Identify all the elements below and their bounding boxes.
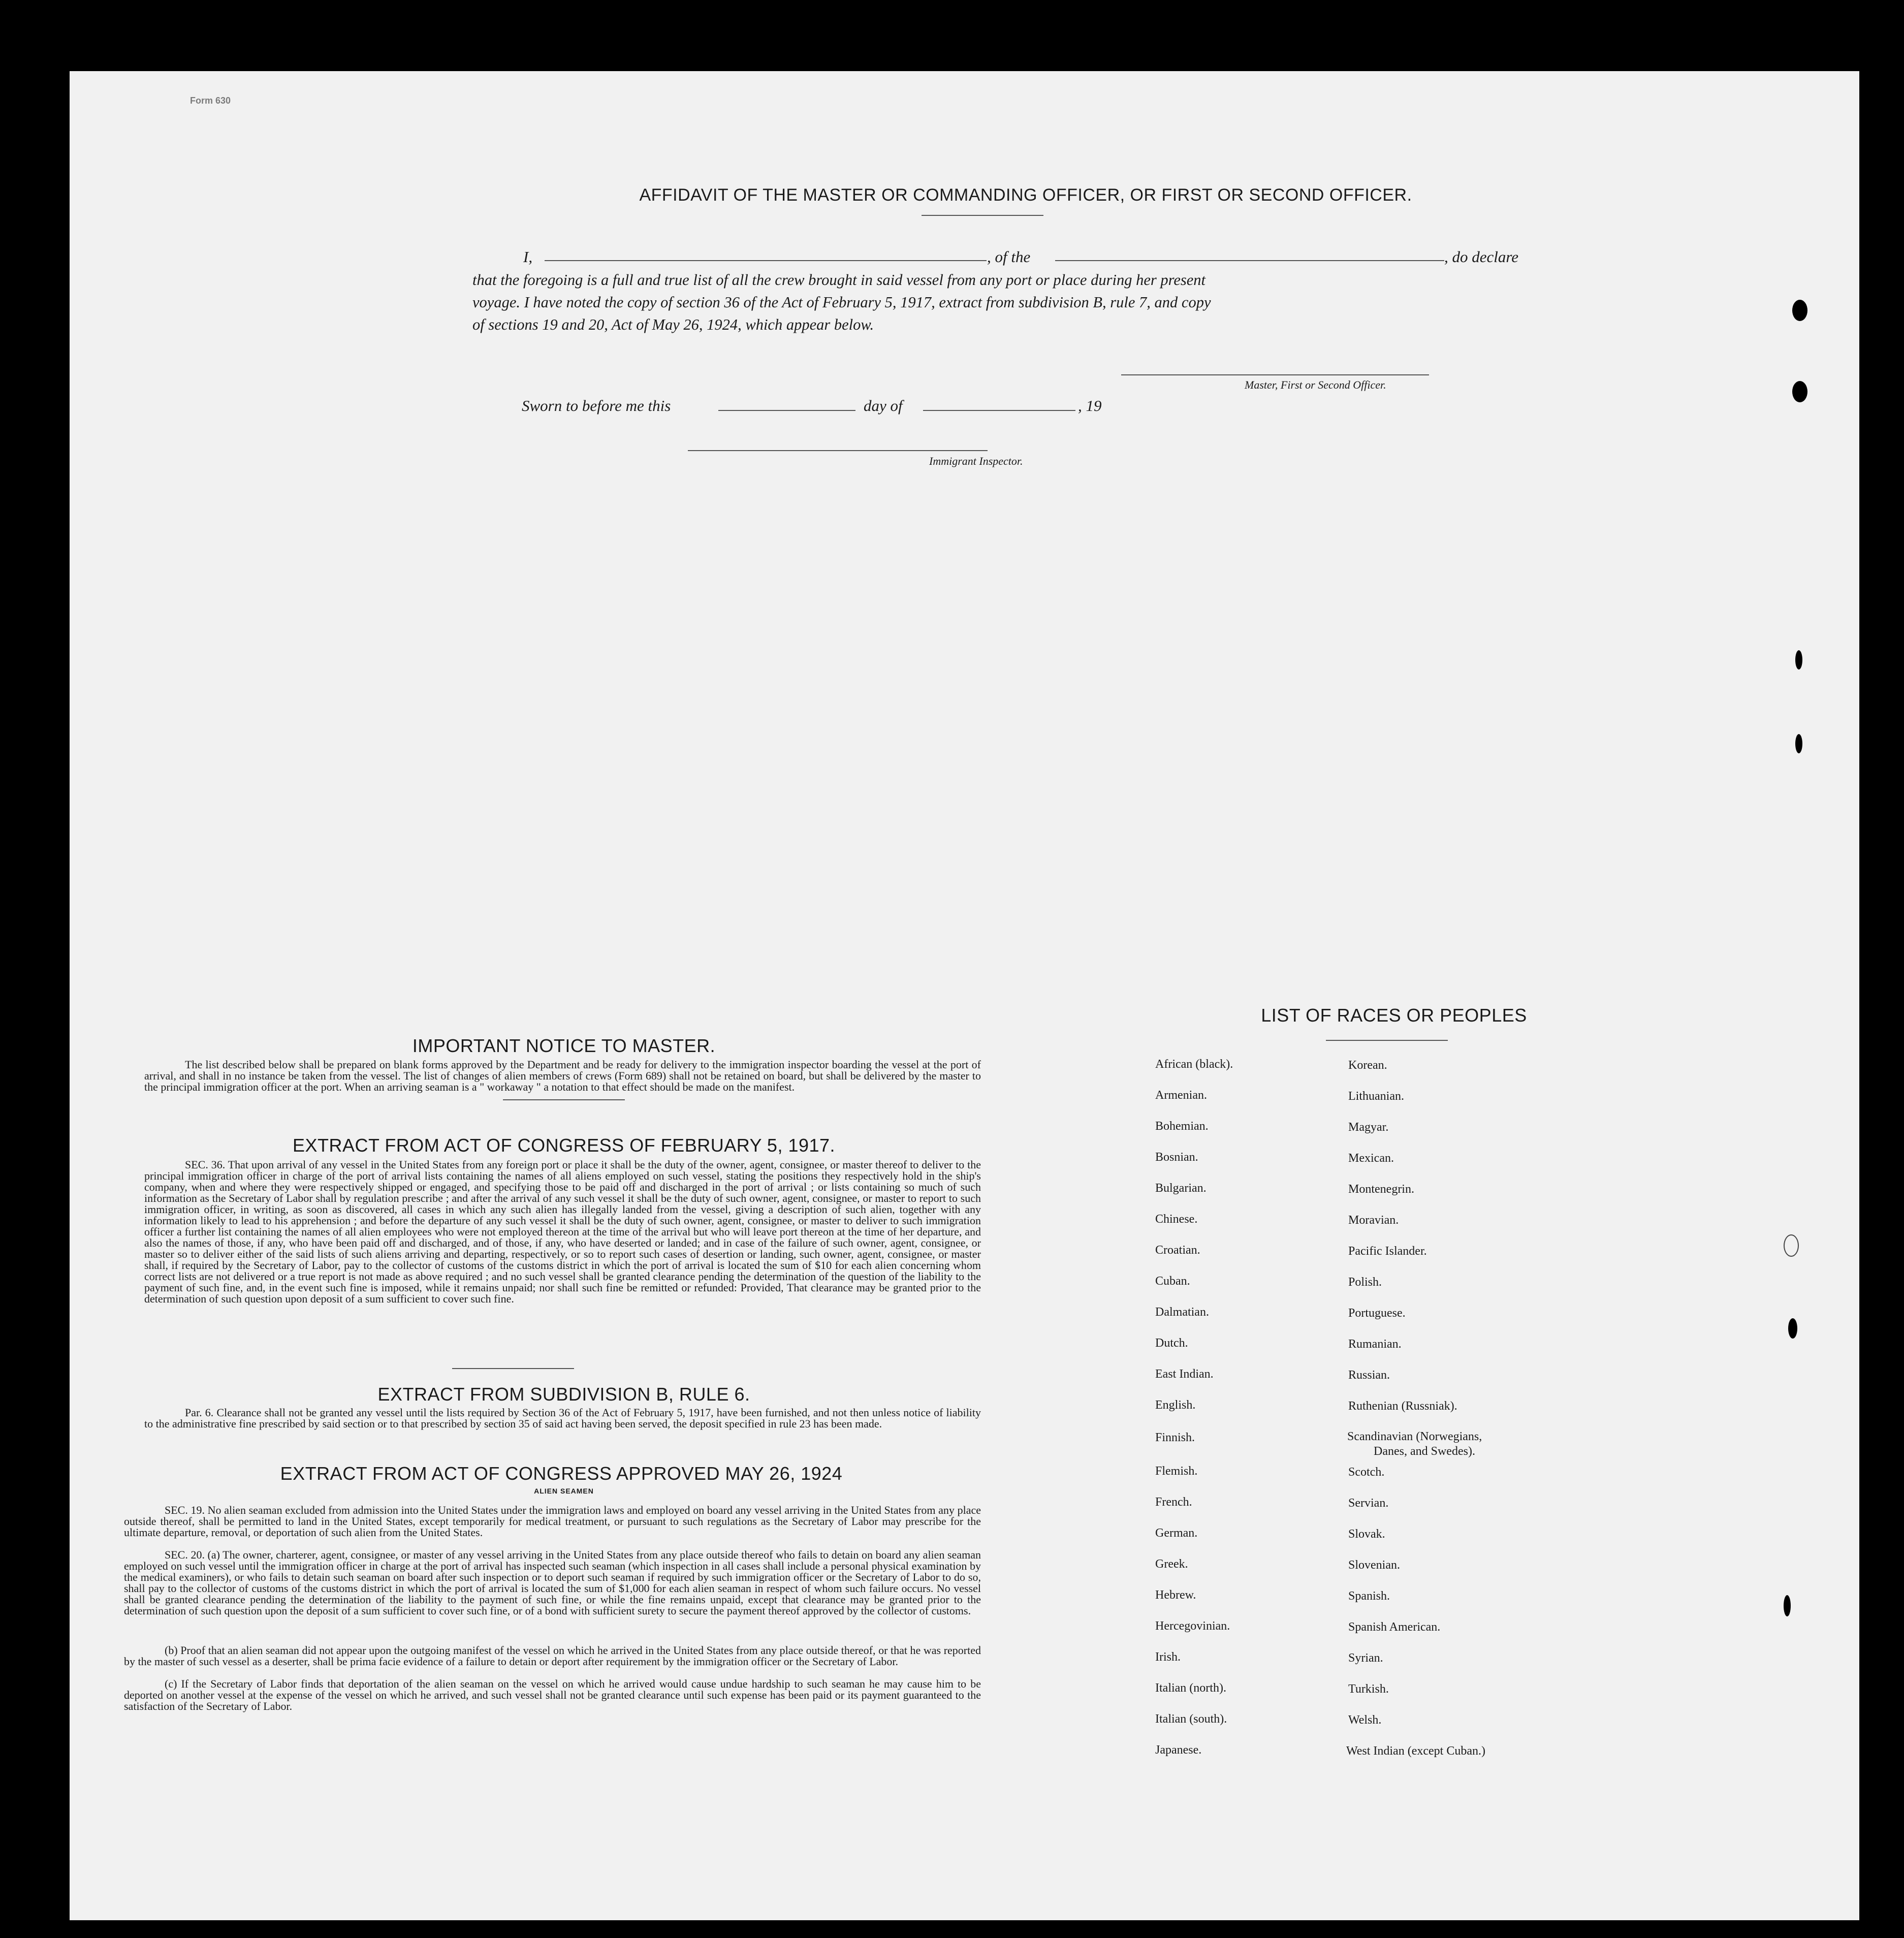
- race-right-3: Magyar.: [1348, 1121, 1389, 1134]
- race-right-9: Portuguese.: [1348, 1307, 1406, 1320]
- affidavit-line-2: that the foregoing is a full and true list of all the crew brought in said vessel from any port or place during her present: [472, 271, 1206, 289]
- extract-1924-subtitle: ALIEN SEAMEN: [534, 1487, 594, 1495]
- race-left-5: Bulgarian.: [1155, 1182, 1207, 1195]
- race-right-18: Spanish.: [1348, 1590, 1390, 1603]
- punch-hole: [1795, 650, 1802, 670]
- vessel-blank: [1055, 260, 1444, 261]
- races-title: LIST OF RACES OR PEOPLES: [1261, 1005, 1527, 1026]
- sworn-month-blank: [923, 410, 1075, 411]
- punch-hole: [1792, 381, 1807, 402]
- section-19-text: SEC. 19. No alien seaman excluded from admission into the United States under the immigration laws and employed on board any vessel arriving in the United States from any place outside thereof, shall be permitted to land in the United States, except temporarily for medical treatment, or pursuant to such regulations as the Secretary of Labor may prescribe for the ultimate departure, removal, or deportation of such alien from the United States.: [124, 1504, 981, 1539]
- race-right-20: Syrian.: [1348, 1651, 1383, 1665]
- extract-1917-title: EXTRACT FROM ACT OF CONGRESS OF FEBRUARY 5, 1917.: [292, 1135, 836, 1156]
- extract-1917-text: SEC. 36. That upon arrival of any vessel in the United States from any foreign port or place it shall be the duty of the owner, agent, consignee, or master thereof to deliver to the principal immigration officer in charge of the port of arrival lists containing the names of all aliens employed on such vessel, stating the positions they respectively hold in the ship's company, when and where they were respectively shipped or engaged, and specifying those to be paid off and discharged in the port of arrival ; or lists containing so much of such information as the Secretary of Labor shall by regulation prescribe ; and after the arrival of any such vessel it shall be the duty of such owner, agent, consignee, or master to report to such immigration officer, in writing, as soon as discovered, all cases in which any such alien has illegally landed from the vessel, giving a description of such alien, together with any information likely to lead to his apprehension ; and before the departure of any such vessel it shall be the duty of such owner, agent, consignee, or master to deliver to such immigration officer a further list containing the names of all alien employees who were not employed thereon at the time of the arrival but who will leave port thereon at the time of her departure, and also the names of those, if any, who have been paid off and discharged, and of those, if any, who have deserted or landed; and in case of the failure of such owner, agent, consignee, or master so to deliver either of the said lists of such aliens arriving and departing, respectively, or so to report such cases of desertion or landing, such owner, agent, consignee, or master shall, if required by the Secretary of Labor, pay to the collector of customs of the customs district in which the port of arrival is located the sum of $10 for each alien concerning whom correct lists are not delivered or a true report is not made as above required ; and no such vessel shall be granted clearance pending the determination of the question of the liability to the payment of such fine, and, in the event such fine is imposed, while it remains unpaid; nor shall such fine be remitted or refunded: Provided, That clearance may be granted prior to the determination of such question upon deposit of a sum sufficient to cover such fine.: [144, 1158, 981, 1305]
- race-left-6: Chinese.: [1155, 1213, 1198, 1226]
- race-right-11: Russian.: [1348, 1369, 1390, 1382]
- document-page: [70, 71, 1859, 1920]
- punch-hole: [1784, 1234, 1799, 1257]
- race-right-14: Scotch.: [1348, 1466, 1385, 1479]
- race-right-22: Welsh.: [1348, 1713, 1382, 1727]
- race-left-8: Cuban.: [1155, 1275, 1190, 1288]
- race-right-12: Ruthenian (Russniak).: [1348, 1400, 1457, 1413]
- punch-hole: [1795, 734, 1802, 753]
- affidavit-pronoun: I,: [523, 248, 533, 266]
- race-left-10: Dutch.: [1155, 1337, 1188, 1350]
- race-right-23: West Indian (except Cuban.): [1346, 1744, 1485, 1758]
- race-left-15: French.: [1155, 1496, 1192, 1509]
- race-left-2: Armenian.: [1155, 1089, 1207, 1102]
- race-left-3: Bohemian.: [1155, 1120, 1209, 1133]
- race-right-13-cont: Danes, and Swedes).: [1374, 1445, 1475, 1458]
- inspector-signature-line: [688, 450, 988, 451]
- race-left-17: Greek.: [1155, 1558, 1188, 1571]
- section-20a-text: SEC. 20. (a) The owner, charterer, agent, consignee, or master of any vessel arriving in the United States from any place outside thereof who fails to detain on board any alien seaman employed on such vessel until the immigration officer in charge at the port of arrival has inspected such seaman (which inspection in all cases shall include a personal physical examination by the medical examiners), or who fails to detain such seaman on board after such inspection or to deport such seaman if required by such immigration officer or the Secretary of Labor to do so, shall pay to the collector of customs of the customs district in which the port of arrival is located the sum of $1,000 for each alien seaman in respect of whom such failure occurs. No vessel shall be granted clearance pending the determination of the liability to the payment of such fine, or while the fine remains unpaid, except that clearance may be granted prior to the determination of such question upon the deposit of a sum sufficient to cover such fine, or of a bond with sufficient surety to secure the payment thereof approved by the collector of customs.: [124, 1548, 981, 1617]
- extract-1917-rule: [452, 1368, 574, 1369]
- race-left-1: African (black).: [1155, 1058, 1233, 1071]
- race-right-5: Montenegrin.: [1348, 1183, 1414, 1196]
- race-left-23: Japanese.: [1155, 1743, 1202, 1757]
- notice-title: IMPORTANT NOTICE TO MASTER.: [412, 1035, 716, 1056]
- affidavit-of-the: , of the: [987, 248, 1031, 266]
- race-right-2: Lithuanian.: [1348, 1090, 1404, 1103]
- punch-hole: [1788, 1318, 1797, 1339]
- race-left-13: Finnish.: [1155, 1431, 1195, 1444]
- year-text: , 19: [1078, 397, 1102, 415]
- affidavit-title: AFFIDAVIT OF THE MASTER OR COMMANDING OFFICER, OR FIRST OR SECOND OFFICER.: [639, 185, 1412, 205]
- day-of-text: day of: [864, 397, 903, 415]
- notice-text: The list described below shall be prepared on blank forms approved by the Department and be ready for delivery to the immigration inspector boarding the vessel at the port of arrival, and shall in no instance be taken from the vessel. The list of changes of alien members of crews (Form 689) shall not be retained on board, but shall be delivered by the master to the principal immigration officer at the port. When an arriving seaman is a " workaway " a notation to that effect should be made on the manifest.: [144, 1058, 981, 1093]
- race-left-12: English.: [1155, 1399, 1196, 1412]
- races-rule: [1326, 1040, 1448, 1041]
- race-left-11: East Indian.: [1155, 1368, 1214, 1381]
- extract-1924-title: EXTRACT FROM ACT OF CONGRESS APPROVED MAY 26, 1924: [280, 1463, 843, 1484]
- punch-hole: [1784, 1595, 1791, 1616]
- sworn-day-blank: [718, 410, 855, 411]
- affidavit-line-3: voyage. I have noted the copy of section 36 of the Act of February 5, 1917, extract from subdivision B, rule 7, and copy: [472, 294, 1211, 311]
- race-left-21: Italian (north).: [1155, 1681, 1226, 1695]
- rule-6-title: EXTRACT FROM SUBDIVISION B, RULE 6.: [377, 1384, 750, 1405]
- affidavit-line-4: of sections 19 and 20, Act of May 26, 1924, which appear below.: [472, 316, 874, 333]
- affidavit-do-declare: , do declare: [1444, 248, 1519, 266]
- punch-hole: [1792, 300, 1807, 321]
- inspector-label: Immigrant Inspector.: [929, 455, 1023, 467]
- race-left-4: Bosnian.: [1155, 1151, 1198, 1164]
- race-right-7: Pacific Islander.: [1348, 1245, 1427, 1258]
- master-signature-line: [1121, 374, 1429, 375]
- race-right-15: Servian.: [1348, 1497, 1389, 1510]
- race-right-10: Rumanian.: [1348, 1338, 1402, 1351]
- race-left-9: Dalmatian.: [1155, 1306, 1209, 1319]
- master-label: Master, First or Second Officer.: [1245, 378, 1386, 391]
- race-right-1: Korean.: [1348, 1059, 1387, 1072]
- race-right-17: Slovenian.: [1348, 1559, 1400, 1572]
- race-right-21: Turkish.: [1348, 1682, 1389, 1696]
- race-right-8: Polish.: [1348, 1276, 1382, 1289]
- race-left-18: Hebrew.: [1155, 1588, 1196, 1602]
- race-left-16: German.: [1155, 1527, 1198, 1540]
- race-right-13: Scandinavian (Norwegians,: [1347, 1430, 1482, 1443]
- race-left-20: Irish.: [1155, 1650, 1181, 1664]
- race-left-19: Hercegovinian.: [1155, 1619, 1230, 1633]
- notice-rule: [503, 1099, 625, 1100]
- race-left-22: Italian (south).: [1155, 1712, 1227, 1726]
- race-right-4: Mexican.: [1348, 1152, 1394, 1165]
- race-right-19: Spanish American.: [1348, 1621, 1441, 1634]
- section-20c-text: (c) If the Secretary of Labor finds that deportation of the alien seaman on the vessel on which he arrived would cause undue hardship to such seaman he may cause him to be deported on another vessel at the expense of the vessel on which he arrived, and such vessel shall not be granted clearance until such expense has been paid or its payment guaranteed to the satisfaction of the Secretary of Labor.: [124, 1677, 981, 1712]
- section-20b-text: (b) Proof that an alien seaman did not appear upon the outgoing manifest of the vessel on which he arrived in the United States from any place outside thereof, or that he was reported by the master of such vessel as a deserter, shall be prima facie evidence of a failure to detain or deport after requirement by the immigration officer or the Secretary of Labor.: [124, 1644, 981, 1668]
- race-right-6: Moravian.: [1348, 1214, 1399, 1227]
- rule-6-text: Par. 6. Clearance shall not be granted any vessel until the lists required by Section 36 of the Act of February 5, 1917, have been furnished, and not then unless notice of liability to the administrative fine prescribed by said section or to that prescribed by section 35 of said act having been served, the deposit specified in rule 23 has been made.: [144, 1406, 981, 1430]
- name-blank: [545, 260, 987, 261]
- race-right-16: Slovak.: [1348, 1528, 1385, 1541]
- sworn-text: Sworn to before me this: [522, 397, 671, 415]
- race-left-14: Flemish.: [1155, 1465, 1198, 1478]
- race-left-7: Croatian.: [1155, 1244, 1200, 1257]
- title-rule: [922, 215, 1043, 216]
- form-label: Form 630: [190, 96, 231, 106]
